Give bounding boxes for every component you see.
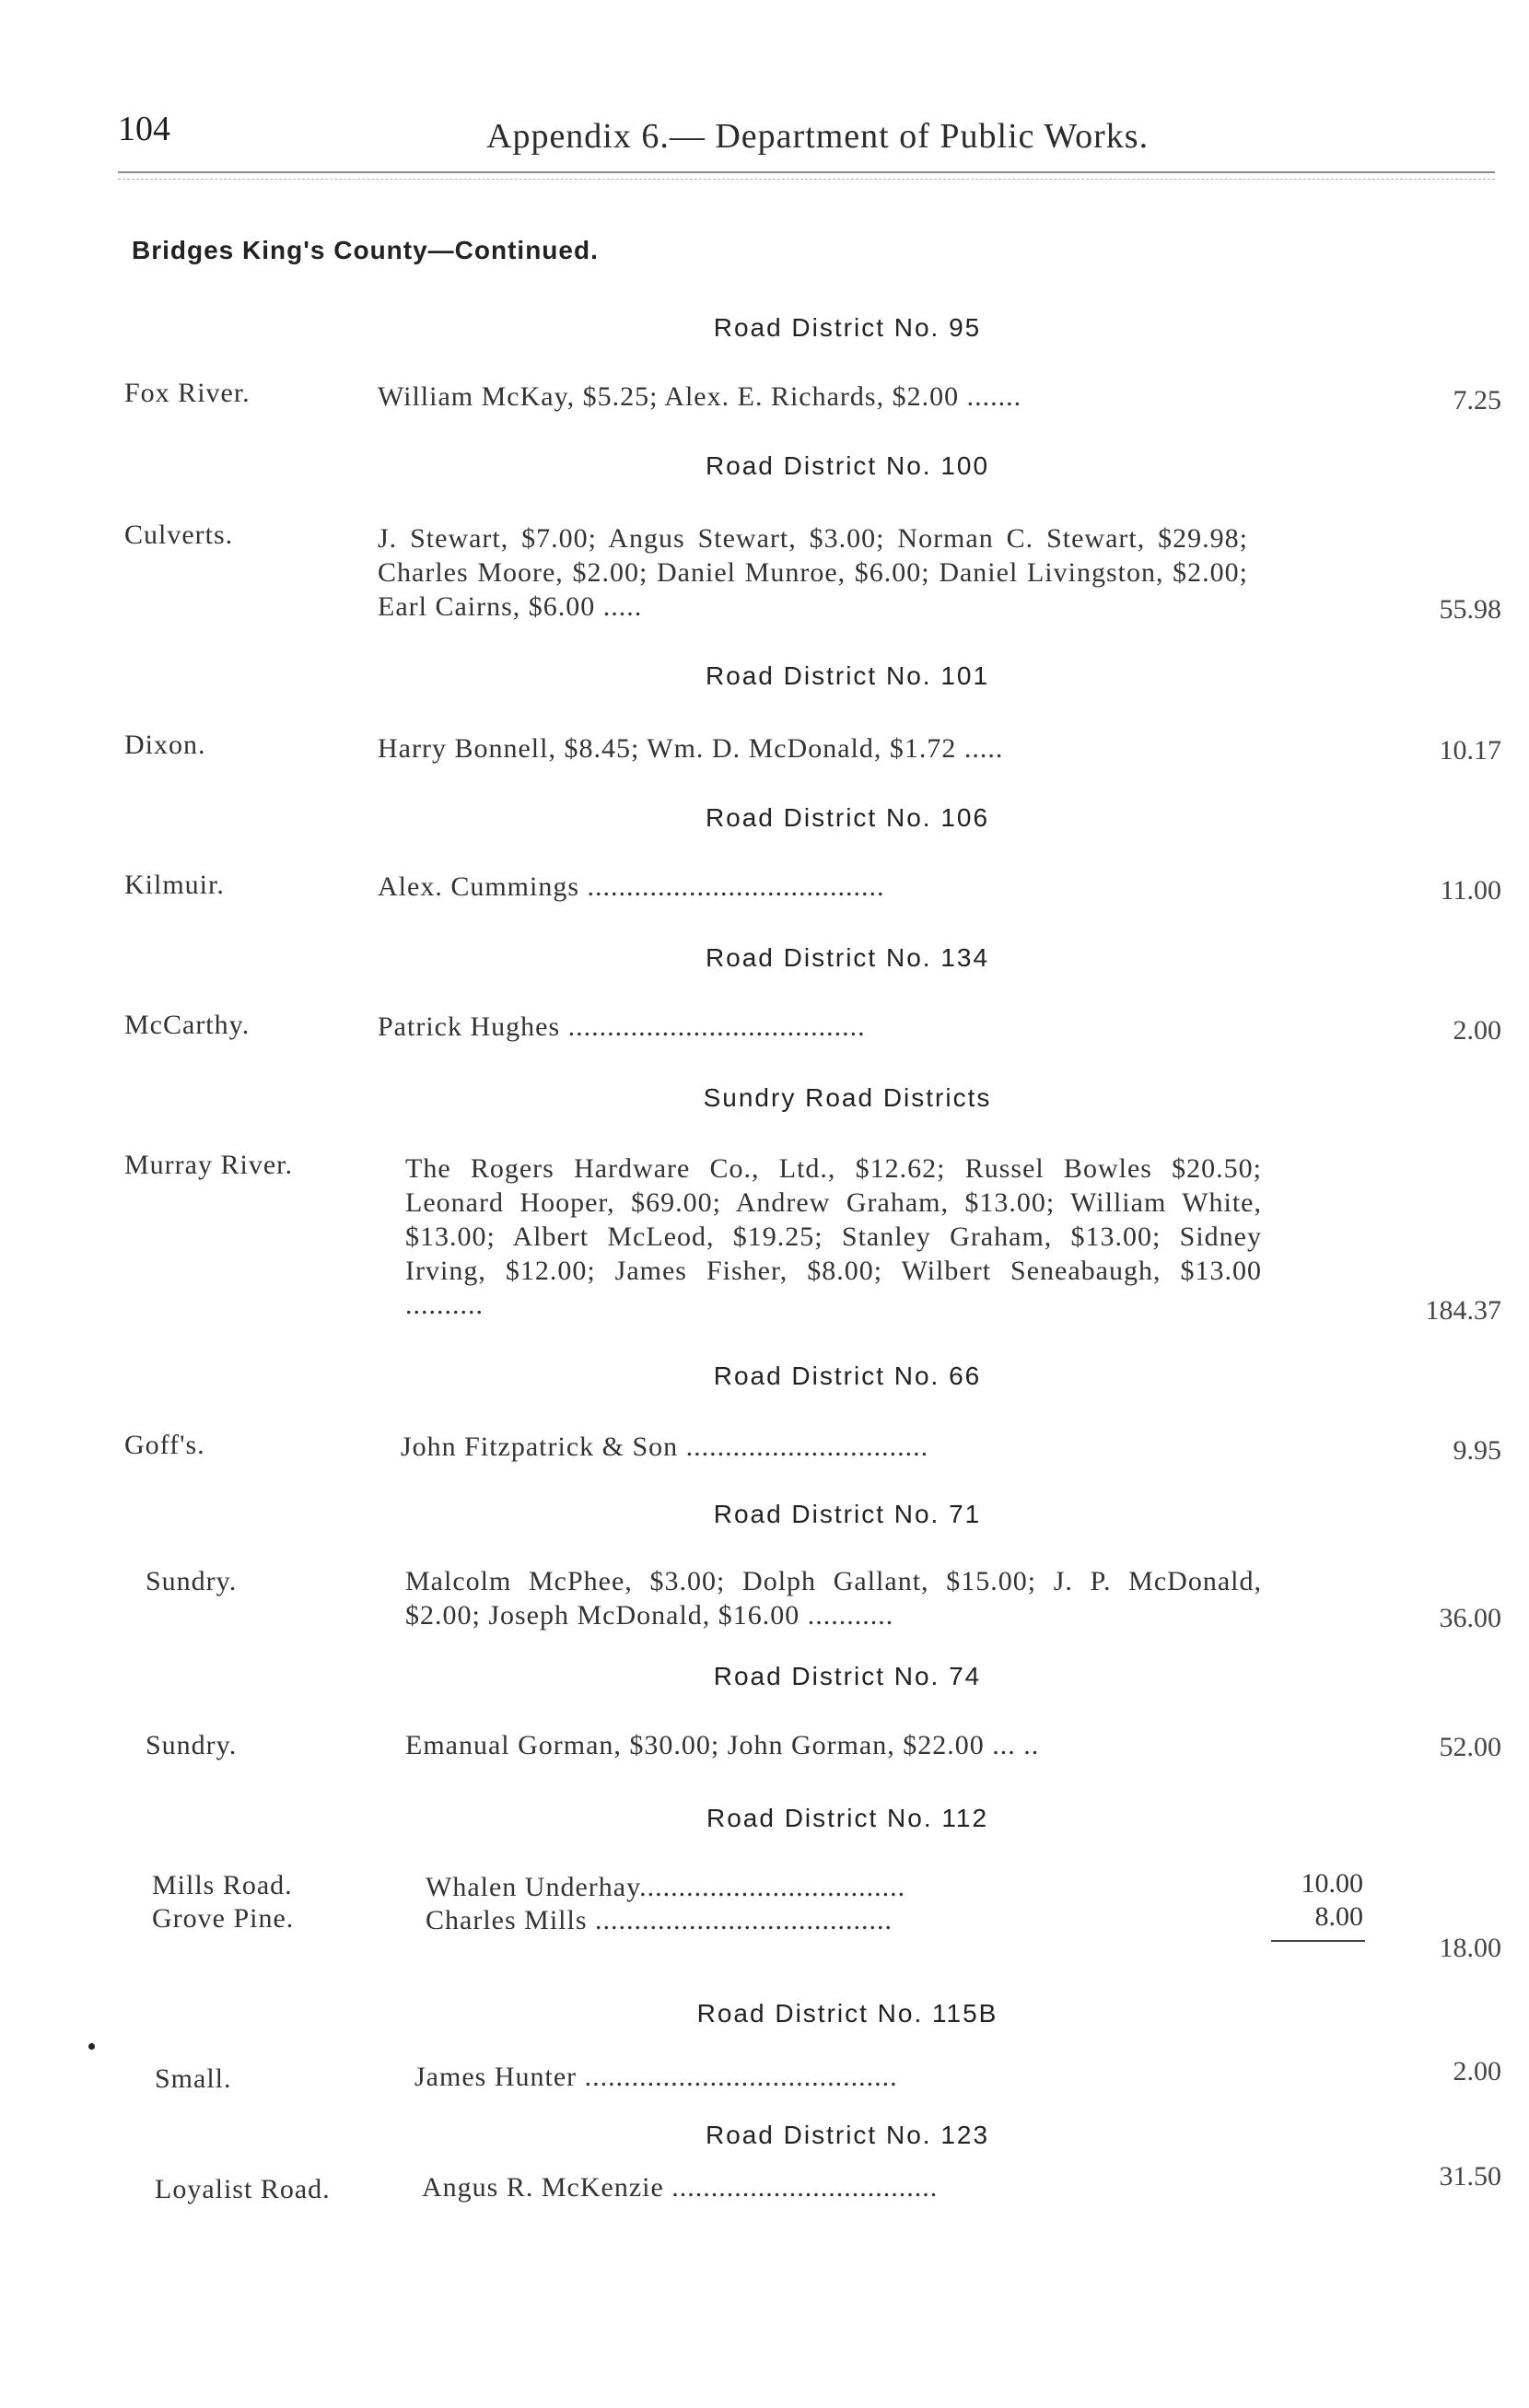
entry-amount: 2.00	[1453, 1015, 1501, 1046]
entry-location: Dixon.	[124, 730, 206, 760]
header-rule-secondary	[118, 179, 1495, 180]
entry-location: Fox River.	[124, 378, 251, 408]
running-title: Appendix 6.— Department of Public Works.	[486, 117, 1150, 156]
district-heading: Road District No. 134	[705, 943, 990, 972]
entry-location: Goff's.	[124, 1430, 205, 1460]
district-heading: Road District No. 95	[713, 313, 982, 342]
entry-location: McCarthy.	[124, 1010, 251, 1040]
entry-location: Kilmuir.	[124, 870, 225, 900]
entry-description: Emanual Gorman, $30.00; John Gorman, $22.00 ... ..	[405, 1730, 1040, 1760]
district-heading: Road District No. 101	[705, 661, 990, 690]
district-heading: Road District No. 115B	[696, 1999, 998, 2028]
page-number: 104	[118, 110, 170, 148]
entry-description: Angus R. McKenzie ..................................	[422, 2172, 939, 2203]
entry-amount: 18.00	[1439, 1933, 1501, 1963]
district-heading: Road District No. 66	[713, 1362, 982, 1390]
district-heading: Road District No. 71	[713, 1500, 982, 1528]
district-heading: Road District No. 74	[713, 1662, 982, 1690]
entry-location: Grove Pine.	[152, 1903, 295, 1934]
entry-description: William McKay, $5.25; Alex. E. Richards, $2.00 .......	[378, 381, 1022, 412]
entry-description: Harry Bonnell, $8.45; Wm. D. McDonald, $1.72 .....	[378, 733, 1004, 764]
entry-location: Murray River.	[124, 1150, 293, 1180]
entry-location: Culverts.	[124, 520, 234, 550]
entry-location: Small.	[155, 2063, 232, 2094]
entry-amount: 31.50	[1439, 2161, 1501, 2192]
page-header	[118, 109, 1495, 182]
entry-subamount: 8.00	[1314, 1901, 1363, 1932]
entry-amount: 36.00	[1439, 1603, 1501, 1633]
entry-amount: 10.17	[1439, 735, 1501, 766]
entry-amount: 9.95	[1453, 1435, 1501, 1466]
entry-description: Whalen Underhay..................................	[426, 1872, 906, 1902]
entry-location: Mills Road.	[152, 1870, 293, 1900]
district-heading: Road District No. 112	[706, 1804, 989, 1832]
entry-description: Charles Mills ......................................	[426, 1905, 893, 1935]
entry-subamount: 10.00	[1301, 1868, 1363, 1899]
entry-amount: 52.00	[1439, 1732, 1501, 1762]
entry-description: John Fitzpatrick & Son ...............................	[401, 1432, 929, 1462]
subtotal-rule	[1271, 1940, 1365, 1942]
entry-amount: 11.00	[1440, 875, 1501, 906]
header-rule	[118, 171, 1495, 173]
entry-description: J. Stewart, $7.00; Angus Stewart, $3.00; Norman C. Stewart, $29.98; Charles Moore, $2.00; Daniel Munroe, $6.00; Daniel Livingston, $2.00; Earl Cairns, $6.00 .....	[378, 523, 1248, 622]
entry-description: Alex. Cummings ......................................	[378, 871, 885, 902]
entry-location: Loyalist Road.	[155, 2174, 331, 2204]
stray-mark	[88, 2043, 95, 2050]
district-heading: Road District No. 106	[705, 803, 990, 832]
entry-location: Sundry.	[146, 1566, 238, 1596]
entry-amount: 55.98	[1439, 594, 1501, 625]
district-heading: Road District No. 123	[705, 2121, 990, 2149]
entry-amount: 2.00	[1453, 2056, 1501, 2087]
district-heading: Sundry Road Districts	[703, 1083, 992, 1112]
entry-amount: 184.37	[1425, 1295, 1501, 1326]
section-heading: Bridges King's County—Continued.	[132, 236, 599, 264]
entry-location: Sundry.	[146, 1730, 238, 1760]
district-heading: Road District No. 100	[705, 451, 990, 480]
entry-description: James Hunter ........................................	[414, 2062, 898, 2092]
entry-description: The Rogers Hardware Co., Ltd., $12.62; Russel Bowles $20.50; Leonard Hooper, $69.00; Andrew Graham, $13.00; William White, $13.00; Albert McLeod, $19.25; Stanley Graham, $13.00; Sidney Irving, $12.00; James Fisher, $8.00; Wilbert Seneabaugh, $13.00 ..........	[405, 1153, 1262, 1320]
entry-description: Malcolm McPhee, $3.00; Dolph Gallant, $15.00; J. P. McDonald, $2.00; Joseph McDonald, $16.00 ...........	[405, 1566, 1262, 1631]
entry-description: Patrick Hughes ......................................	[378, 1011, 866, 1042]
entry-amount: 7.25	[1453, 385, 1501, 415]
